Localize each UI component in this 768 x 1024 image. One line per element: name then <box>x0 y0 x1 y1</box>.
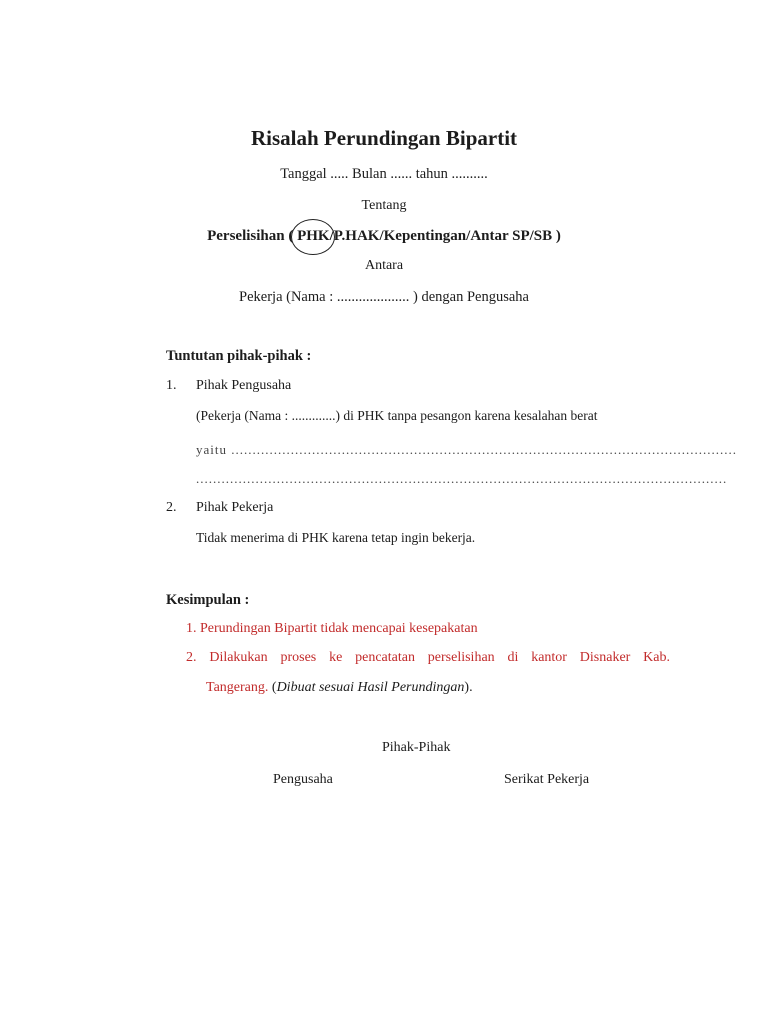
tuntutan-item-label: Pihak Pekerja <box>196 500 274 515</box>
document-title: Risalah Perundingan Bipartit <box>250 126 518 150</box>
perselisihan-prefix: Perselisihan ( <box>207 228 298 244</box>
perselisihan-line <box>0 228 768 245</box>
kesimpulan-note: Dibuat sesuai Hasil Perundingan <box>276 680 465 695</box>
perselisihan-rest: /P.HAK/Kepentingan/Antar SP/SB ) <box>329 228 561 244</box>
kesimpulan-item: 2. Dilakukan proses ke pencatatan perselisihan di kantor Disnaker Kab. <box>186 650 670 665</box>
kesimpulan-item: 1. Perundingan Bipartit tidak mencapai kesepakatan <box>186 621 478 636</box>
tuntutan-heading: Tuntutan pihak-pihak : <box>166 348 312 364</box>
kesimpulan-item-continuation: Tangerang. (Dibuat sesuai Hasil Perundingan). <box>206 680 473 695</box>
phk-text: PHK <box>297 228 330 244</box>
pekerja-pengusaha-line: Pekerja (Nama : .................... ) dengan Pengusaha <box>239 289 529 305</box>
signature-pengusaha: Pengusaha <box>273 772 333 787</box>
tuntutan-item-dotted-line: ............................................................................................................................. <box>196 471 728 486</box>
tuntutan-item-text: (Pekerja (Nama : .............) di PHK tanpa pesangon karena kesalahan berat <box>196 408 598 423</box>
tuntutan-item-text: Tidak menerima di PHK karena tetap ingin bekerja. <box>196 530 476 545</box>
kesimpulan-heading: Kesimpulan : <box>166 592 250 608</box>
tentang-label: Tentang <box>361 198 407 213</box>
signatures-heading: Pihak-Pihak <box>382 740 451 755</box>
antara-label: Antara <box>364 258 404 273</box>
tuntutan-item-number: 2. <box>166 500 177 515</box>
tuntutan-item-label: Pihak Pengusaha <box>196 378 292 393</box>
date-line: Tanggal ..... Bulan ...... tahun .......... <box>280 166 488 182</box>
phk-circled-option <box>297 228 330 245</box>
kesimpulan-location: Tangerang. <box>206 680 269 695</box>
tuntutan-item-number: 1. <box>166 378 177 393</box>
signature-serikat-pekerja: Serikat Pekerja <box>504 772 590 787</box>
tuntutan-item-text: yaitu ....................................................................................................................... <box>196 442 737 457</box>
